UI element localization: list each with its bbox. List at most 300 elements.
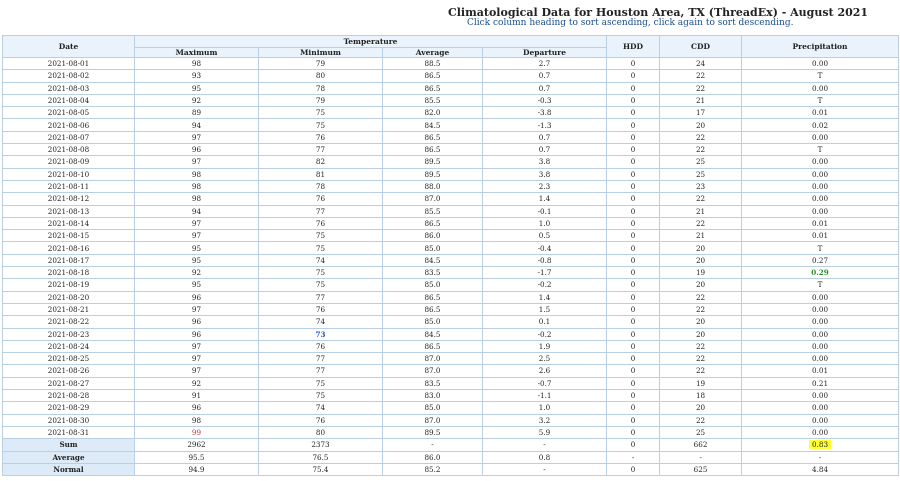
table-row [3,340,899,352]
table-row [3,230,899,242]
cell-minimum: 81 [259,168,383,180]
cell-average: 85.5 [383,205,483,217]
cell-average: 86.0 [383,230,483,242]
cell-maximum: 96 [135,402,259,414]
cell-average: - [383,439,483,451]
cell-average: 85.0 [383,279,483,291]
table-row [3,119,899,131]
cell-hdd: 0 [607,353,660,365]
column-header-precipitation[interactable]: Precipitation [742,36,899,58]
cell-average: 84.5 [383,254,483,266]
cell-maximum: 94 [135,205,259,217]
cell-departure: -0.2 [483,279,607,291]
cell-precipitation: T [742,279,899,291]
cell-maximum: 98 [135,58,259,70]
cell-precipitation [742,439,899,451]
cell-minimum: 82 [259,156,383,168]
table-row [3,193,899,205]
cell-departure: 1.0 [483,217,607,229]
cell-precipitation: 0.00 [742,205,899,217]
cell-minimum: 76 [259,414,383,426]
cell-minimum: 75 [259,279,383,291]
cell-minimum: 75 [259,267,383,279]
cell-average: 85.0 [383,402,483,414]
cell-precipitation: 0.00 [742,340,899,352]
cell-maximum: 97 [135,131,259,143]
cell-departure: - [483,439,607,451]
cell-date: 2021-08-25 [3,353,135,365]
cell-cdd: 24 [660,58,742,70]
cell-cdd: 22 [660,70,742,82]
cell-maximum: 91 [135,390,259,402]
cell-minimum: 77 [259,144,383,156]
cell-average: 83.0 [383,390,483,402]
cell-average: 89.5 [383,156,483,168]
cell-date: 2021-08-17 [3,254,135,266]
cell-hdd: 0 [607,58,660,70]
cell-date: 2021-08-10 [3,168,135,180]
cell-cdd: 25 [660,426,742,438]
cell-minimum: 75.4 [259,463,383,475]
cell-date: 2021-08-23 [3,328,135,340]
cell-precipitation: 0.00 [742,131,899,143]
cell-precipitation: 0.02 [742,119,899,131]
cell-departure: 0.1 [483,316,607,328]
cell-average: 86.5 [383,144,483,156]
cell-departure: 3.2 [483,414,607,426]
cell-cdd: 25 [660,168,742,180]
cell-departure: 0.7 [483,131,607,143]
column-header-date[interactable]: Date [3,36,135,58]
cell-maximum: 92 [135,377,259,389]
cell-average: 83.5 [383,267,483,279]
cell-hdd: 0 [607,217,660,229]
table-row [3,426,899,438]
cell-departure: -1.7 [483,267,607,279]
cell-departure: 1.4 [483,193,607,205]
cell-date: 2021-08-08 [3,144,135,156]
cell-cdd: 22 [660,131,742,143]
cell-average: 86.5 [383,82,483,94]
table-row [3,70,899,82]
cell-maximum: 97 [135,340,259,352]
cell-minimum: 79 [259,58,383,70]
table-row [3,156,899,168]
cell-maximum: 96 [135,144,259,156]
cell-precipitation: 0.27 [742,254,899,266]
cell-departure: 1.5 [483,303,607,315]
table-row [3,205,899,217]
column-header-minimum[interactable]: Minimum [259,48,383,58]
cell-maximum: 97 [135,303,259,315]
cell-maximum: 96 [135,291,259,303]
cell-hdd: 0 [607,82,660,94]
summary-row-average [3,451,899,463]
column-header-maximum[interactable]: Maximum [135,48,259,58]
cell-departure: 0.7 [483,70,607,82]
cell-hdd: 0 [607,414,660,426]
summary-row-sum [3,439,899,451]
cell-departure: 0.8 [483,451,607,463]
cell-date: 2021-08-19 [3,279,135,291]
cell-departure: 1.4 [483,291,607,303]
cell-departure: -0.2 [483,328,607,340]
cell-date: 2021-08-13 [3,205,135,217]
cell-cdd: 21 [660,230,742,242]
cell-departure: 1.0 [483,402,607,414]
cell-maximum: 94.9 [135,463,259,475]
cell-date: 2021-08-29 [3,402,135,414]
cell-minimum: 76 [259,303,383,315]
cell-date: 2021-08-11 [3,180,135,192]
table-row [3,58,899,70]
cell-date: 2021-08-27 [3,377,135,389]
cell-cdd: 22 [660,353,742,365]
cell-cdd: 23 [660,180,742,192]
cell-minimum: 76 [259,131,383,143]
page-subtitle: Click column heading to sort ascending, click again to sort descending. [467,18,794,28]
cell-date: 2021-08-14 [3,217,135,229]
cell-date: 2021-08-07 [3,131,135,143]
cell-maximum: 92 [135,94,259,106]
cell-hdd: 0 [607,70,660,82]
table-row [3,316,899,328]
cell-hdd: 0 [607,242,660,254]
table-row [3,377,899,389]
cell-hdd: 0 [607,439,660,451]
table-row [3,267,899,279]
cell-precipitation: T [742,242,899,254]
cell-hdd: 0 [607,254,660,266]
cell-hdd: 0 [607,328,660,340]
cell-hdd: 0 [607,168,660,180]
cell-maximum: 97 [135,353,259,365]
cell-minimum: 75 [259,377,383,389]
table-row [3,414,899,426]
cell-date: 2021-08-04 [3,94,135,106]
cell-precipitation: 0.29 [742,267,899,279]
cell-cdd: 19 [660,377,742,389]
table-row [3,217,899,229]
cell-precipitation: 0.21 [742,377,899,389]
cell-date: 2021-08-30 [3,414,135,426]
cell-cdd: 18 [660,390,742,402]
cell-precipitation: 0.00 [742,353,899,365]
cell-departure: 0.7 [483,144,607,156]
cell-cdd: 662 [660,439,742,451]
cell-cdd: 625 [660,463,742,475]
cell-maximum: 98 [135,168,259,180]
cell-average: 87.0 [383,353,483,365]
table-row [3,279,899,291]
cell-hdd: 0 [607,193,660,205]
cell-departure: 3.8 [483,156,607,168]
summary-label: Normal [3,463,135,475]
cell-date: 2021-08-24 [3,340,135,352]
page-title: Climatological Data for Houston Area, TX (ThreadEx) - August 2021 [448,6,869,19]
cell-minimum: 77 [259,205,383,217]
cell-maximum: 2962 [135,439,259,451]
cell-precipitation: 0.00 [742,180,899,192]
table-row [3,328,899,340]
cell-average: 87.0 [383,193,483,205]
cell-maximum: 98 [135,193,259,205]
cell-precipitation: 0.00 [742,316,899,328]
cell-maximum: 97 [135,365,259,377]
column-group-temperature: Temperature [135,36,607,48]
cell-average: 85.0 [383,316,483,328]
cell-departure: 2.5 [483,353,607,365]
cell-precipitation: 0.00 [742,156,899,168]
cell-departure: -0.1 [483,205,607,217]
cell-minimum: 75 [259,242,383,254]
cell-hdd: 0 [607,377,660,389]
cell-average: 86.5 [383,217,483,229]
cell-precipitation: T [742,144,899,156]
cell-precipitation: 4.84 [742,463,899,475]
cell-cdd: 25 [660,156,742,168]
cell-average: 84.5 [383,328,483,340]
cell-departure: 2.6 [483,365,607,377]
cell-average: 86.0 [383,451,483,463]
cell-date: 2021-08-26 [3,365,135,377]
table-row [3,180,899,192]
cell-date: 2021-08-18 [3,267,135,279]
column-header-departure[interactable]: Departure [483,48,607,58]
cell-date: 2021-08-20 [3,291,135,303]
cell-hdd: 0 [607,402,660,414]
cell-average: 86.5 [383,70,483,82]
cell-precipitation: 0.00 [742,82,899,94]
cell-minimum: 74 [259,254,383,266]
cell-maximum: 89 [135,107,259,119]
cell-date: 2021-08-31 [3,426,135,438]
cell-hdd: 0 [607,340,660,352]
cell-departure: 2.3 [483,180,607,192]
cell-cdd: 19 [660,267,742,279]
cell-precipitation: - [742,451,899,463]
cell-minimum: 80 [259,426,383,438]
table-row [3,82,899,94]
cell-minimum: 73 [259,328,383,340]
cell-average: 89.5 [383,426,483,438]
cell-average: 88.0 [383,180,483,192]
cell-precipitation: 0.01 [742,365,899,377]
cell-hdd: 0 [607,131,660,143]
table-row [3,365,899,377]
cell-departure: -1.3 [483,119,607,131]
cell-hdd: 0 [607,303,660,315]
cell-date: 2021-08-21 [3,303,135,315]
cell-precipitation: 0.00 [742,390,899,402]
table-row [3,353,899,365]
cell-hdd: 0 [607,279,660,291]
table-row [3,168,899,180]
table-row [3,242,899,254]
cell-cdd: 20 [660,402,742,414]
cell-average: 82.0 [383,107,483,119]
cell-average: 86.5 [383,303,483,315]
cell-hdd: 0 [607,107,660,119]
table-row [3,94,899,106]
cell-precipitation: 0.00 [742,291,899,303]
cell-maximum: 97 [135,156,259,168]
cell-departure: - [483,463,607,475]
cell-precipitation: 0.01 [742,217,899,229]
cell-minimum: 76 [259,217,383,229]
cell-maximum: 95.5 [135,451,259,463]
cell-cdd: 20 [660,119,742,131]
column-header-hdd[interactable]: HDD [607,36,660,58]
cell-departure: -0.3 [483,94,607,106]
table-body [3,58,899,476]
cell-minimum: 76.5 [259,451,383,463]
cell-hdd: 0 [607,365,660,377]
cell-departure: 3.8 [483,168,607,180]
cell-minimum: 78 [259,180,383,192]
cell-cdd: 22 [660,217,742,229]
cell-maximum: 93 [135,70,259,82]
cell-cdd: 22 [660,365,742,377]
column-header-cdd[interactable]: CDD [660,36,742,58]
cell-minimum: 75 [259,107,383,119]
cell-cdd: 20 [660,242,742,254]
column-header-average[interactable]: Average [383,48,483,58]
cell-date: 2021-08-28 [3,390,135,402]
table-row [3,254,899,266]
highlighted-precip-total: 0.83 [809,440,831,449]
cell-date: 2021-08-05 [3,107,135,119]
cell-cdd: 21 [660,94,742,106]
cell-minimum: 75 [259,230,383,242]
cell-precipitation: 0.00 [742,414,899,426]
cell-cdd: 20 [660,254,742,266]
cell-hdd: 0 [607,291,660,303]
cell-minimum: 77 [259,365,383,377]
cell-date: 2021-08-09 [3,156,135,168]
cell-hdd: 0 [607,94,660,106]
cell-minimum: 78 [259,82,383,94]
cell-cdd: 22 [660,193,742,205]
cell-average: 88.5 [383,58,483,70]
table-row [3,390,899,402]
cell-hdd: 0 [607,316,660,328]
cell-average: 86.5 [383,131,483,143]
cell-average: 87.0 [383,365,483,377]
cell-hdd: 0 [607,267,660,279]
cell-precipitation: T [742,94,899,106]
cell-departure: -3.8 [483,107,607,119]
cell-date: 2021-08-12 [3,193,135,205]
cell-average: 84.5 [383,119,483,131]
cell-departure: -0.4 [483,242,607,254]
table-row [3,291,899,303]
cell-hdd: - [607,451,660,463]
cell-cdd: 21 [660,205,742,217]
cell-maximum: 98 [135,180,259,192]
cell-minimum: 75 [259,119,383,131]
cell-departure: 0.7 [483,82,607,94]
cell-departure: 1.9 [483,340,607,352]
table-row [3,402,899,414]
cell-hdd: 0 [607,205,660,217]
cell-maximum: 97 [135,217,259,229]
table-row [3,303,899,315]
cell-maximum: 95 [135,82,259,94]
cell-date: 2021-08-03 [3,82,135,94]
cell-maximum: 97 [135,230,259,242]
cell-date: 2021-08-15 [3,230,135,242]
cell-date: 2021-08-16 [3,242,135,254]
cell-cdd: 22 [660,303,742,315]
cell-average: 83.5 [383,377,483,389]
cell-maximum: 96 [135,328,259,340]
cell-departure: 5.9 [483,426,607,438]
cell-cdd: - [660,451,742,463]
cell-maximum: 99 [135,426,259,438]
cell-cdd: 22 [660,414,742,426]
cell-maximum: 95 [135,279,259,291]
cell-minimum: 74 [259,402,383,414]
cell-cdd: 22 [660,340,742,352]
cell-minimum: 75 [259,390,383,402]
cell-minimum: 77 [259,353,383,365]
cell-average: 85.0 [383,242,483,254]
cell-precipitation: 0.00 [742,303,899,315]
cell-cdd: 22 [660,144,742,156]
cell-cdd: 22 [660,82,742,94]
cell-precipitation: 0.00 [742,328,899,340]
cell-hdd: 0 [607,230,660,242]
cell-minimum: 79 [259,94,383,106]
cell-minimum: 76 [259,193,383,205]
summary-row-normal [3,463,899,475]
cell-cdd: 20 [660,279,742,291]
cell-average: 89.5 [383,168,483,180]
table-row [3,131,899,143]
table-row [3,144,899,156]
cell-precipitation: 0.00 [742,426,899,438]
cell-hdd: 0 [607,180,660,192]
cell-date: 2021-08-02 [3,70,135,82]
cell-precipitation: 0.01 [742,107,899,119]
cell-average: 86.5 [383,340,483,352]
summary-label: Average [3,451,135,463]
cell-departure: -0.8 [483,254,607,266]
cell-precipitation: 0.00 [742,168,899,180]
cell-cdd: 20 [660,316,742,328]
cell-minimum: 76 [259,340,383,352]
cell-maximum: 94 [135,119,259,131]
cell-cdd: 22 [660,291,742,303]
cell-departure: -1.1 [483,390,607,402]
cell-date: 2021-08-22 [3,316,135,328]
cell-date: 2021-08-06 [3,119,135,131]
climate-table [2,35,899,476]
cell-minimum: 80 [259,70,383,82]
cell-departure: 0.5 [483,230,607,242]
cell-departure: 2.7 [483,58,607,70]
cell-date: 2021-08-01 [3,58,135,70]
cell-hdd: 0 [607,144,660,156]
cell-average: 85.5 [383,94,483,106]
cell-precipitation: 0.01 [742,230,899,242]
cell-maximum: 95 [135,254,259,266]
cell-average: 85.2 [383,463,483,475]
cell-cdd: 17 [660,107,742,119]
cell-hdd: 0 [607,390,660,402]
cell-hdd: 0 [607,156,660,168]
